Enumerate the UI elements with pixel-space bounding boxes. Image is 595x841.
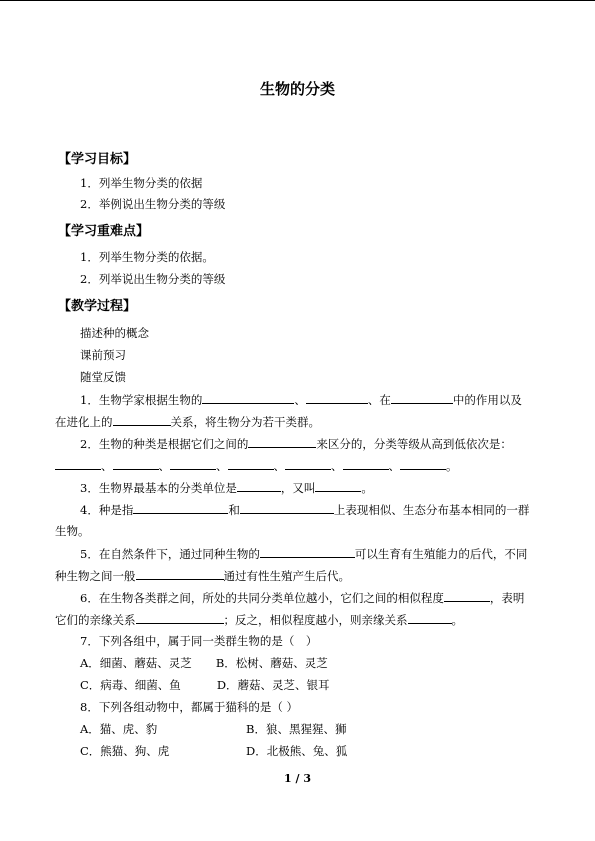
keypoint-item: 1．列举生物分类的依据。 [80, 250, 214, 264]
question-2-line-2: 、 、 、 、 、 、 。 [55, 458, 458, 473]
section-process: 【教学过程】 [58, 299, 137, 314]
fill-blank[interactable] [240, 502, 334, 514]
question-4-line-1: 4．种是指 和 上表现相似、生态分布基本相同的一群 [80, 503, 530, 517]
fill-blank[interactable] [113, 458, 159, 470]
process-step: 课前预习 [80, 348, 126, 362]
question-1-line-2: 在进化上的 关系，将生物分为若干类群。 [55, 415, 320, 429]
fill-blank[interactable] [170, 458, 216, 470]
keypoint-item: 2．列举说出生物分类的等级 [80, 272, 226, 286]
question-8-option-b[interactable]: B．狼、黑猩猩、狮 [246, 722, 347, 736]
fill-blank[interactable] [113, 414, 171, 426]
question-7-options-row-2 [80, 678, 330, 692]
header-rule [0, 0, 595, 1]
fill-blank[interactable] [248, 436, 316, 448]
question-4-line-2: 生物。 [55, 524, 90, 538]
question-5-line-2: 种生物之间一般 通过有性生殖产生后代。 [55, 569, 350, 583]
fill-blank[interactable] [391, 392, 453, 404]
page-title: 生物的分类 [259, 80, 335, 98]
fill-blank[interactable] [136, 568, 224, 580]
question-7-options-row-1 [80, 656, 328, 670]
question-3: 3．生物界最基本的分类单位是 ，又叫 。 [80, 481, 373, 495]
fill-blank[interactable] [444, 590, 490, 602]
fill-blank[interactable] [55, 458, 101, 470]
goal-item: 1．列举生物分类的依据 [80, 176, 203, 190]
section-keypoints: 【学习重难点】 [58, 224, 150, 239]
fill-blank[interactable] [228, 458, 274, 470]
question-8-option-a[interactable]: A．猫、虎、豹 [80, 722, 158, 736]
fill-blank[interactable] [237, 480, 281, 492]
fill-blank[interactable] [133, 502, 228, 514]
fill-blank[interactable] [260, 546, 355, 558]
question-6-line-1: 6．在生物各类群之间，所处的共同分类单位越小，它们之间的相似程度 ，表明 [80, 591, 525, 605]
fill-blank[interactable] [315, 480, 361, 492]
option-d[interactable]: D．蘑菇、灵芝、银耳 [216, 678, 330, 692]
option-a[interactable]: A．细菌、蘑菇、灵芝 [80, 656, 192, 670]
fill-blank[interactable] [343, 458, 389, 470]
fill-blank[interactable] [400, 458, 446, 470]
section-goals: 【学习目标】 [58, 152, 137, 167]
question-8-option-d[interactable]: D．北极熊、兔、狐 [246, 744, 348, 758]
question-2-line-1: 2．生物的种类是根据它们之间的 来区分的，分类等级从高到低依次是： [80, 437, 512, 451]
fill-blank[interactable] [408, 612, 452, 624]
question-6-line-2: 它们的亲缘关系 ；反之，相似程度越小，则亲缘关系 。 [55, 613, 463, 627]
process-step: 随堂反馈 [80, 370, 126, 384]
fill-blank[interactable] [202, 392, 294, 404]
fill-blank[interactable] [136, 612, 224, 624]
page-number: 1 / 3 [284, 772, 311, 785]
fill-blank[interactable] [285, 458, 331, 470]
fill-blank[interactable] [306, 392, 368, 404]
option-c[interactable]: C．病毒、细菌、鱼 [80, 678, 181, 692]
question-5-line-1: 5．在自然条件下，通过同种生物的 可以生育有生殖能力的后代，不同 [80, 547, 528, 561]
question-7-stem: 7．下列各组中，属于同一类群生物的是（ ） [80, 634, 318, 648]
question-8-stem: 8．下列各组动物中，都属于猫科的是（ ） [80, 700, 298, 714]
option-b[interactable]: B．松树、蘑菇、灵芝 [215, 656, 328, 670]
goal-item: 2．举例说出生物分类的等级 [80, 197, 226, 211]
question-1-line-1: 1．生物学家根据生物的 、 、在 中的作用以及 [80, 393, 522, 407]
process-step: 描述种的概念 [80, 326, 149, 340]
question-8-option-c[interactable]: C．熊猫、狗、虎 [80, 744, 170, 758]
